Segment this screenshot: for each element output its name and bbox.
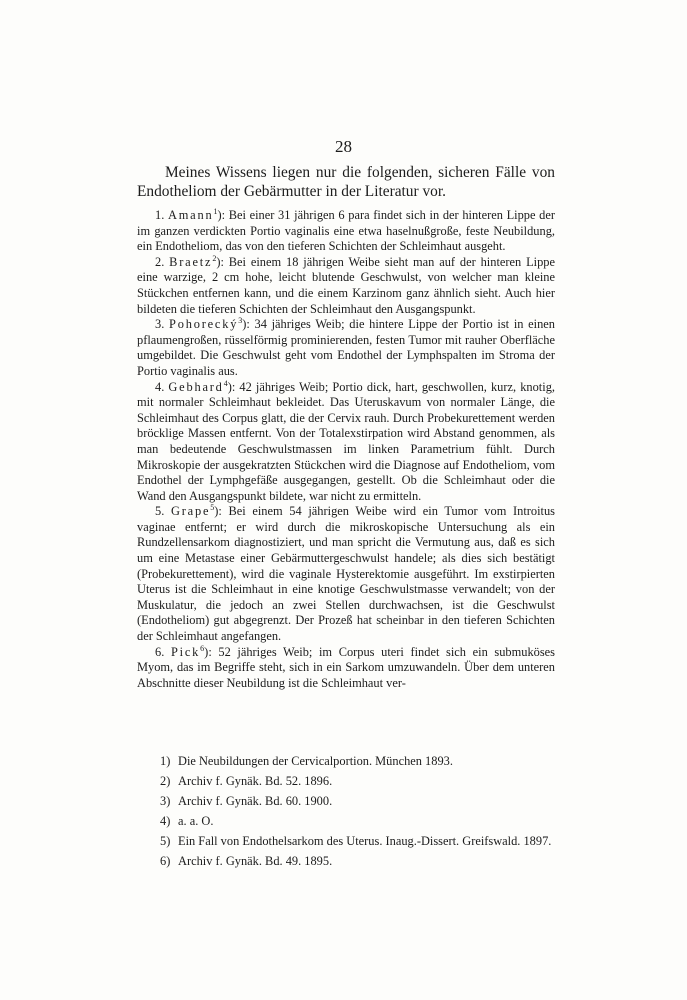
- author-name: Amann: [167, 208, 214, 222]
- footnote-text: Archiv f. Gynäk. Bd. 60. 1900.: [178, 794, 333, 808]
- footnote-number: 1): [160, 754, 171, 768]
- footnote-item: [160, 774, 556, 790]
- case-paragraph-1: 1. Amann$^1$): Bei einer 31 jährigen 6 para findet sich in der hinteren Lippe der im ganzen verdickten Portio vaginalis eine etwa haselnußgroße, feste Neubildung, ein Endotheliom, das von den tieferen Schichten der Schleimhaut ausgeht.: [137, 206, 555, 254]
- footnote-number: 5): [160, 834, 171, 848]
- footnote-ref: 6: [200, 643, 205, 653]
- footnote-item: [160, 854, 556, 870]
- footnote-item: [160, 754, 556, 770]
- main-text: [137, 163, 555, 691]
- footnote-number: 2): [160, 774, 171, 788]
- footnotes: [160, 754, 556, 874]
- footnote-text: Ein Fall von Endothelsarkom des Uterus. Inaug.-Dissert. Greifswald. 1897.: [178, 834, 552, 848]
- footnote-text: Archiv f. Gynäk. Bd. 49. 1895.: [178, 854, 333, 868]
- author-name: Pohorecký: [169, 317, 239, 332]
- intro-paragraph: Meines Wissens liegen nur die folgenden, sicheren Fälle von Endotheliom der Gebärmutter in der Literatur vor.: [137, 164, 555, 200]
- author-name: Pick: [170, 644, 201, 659]
- case-paragraph-3: 3. Pohorecký$^3$): 34 jähriges Weib; die hintere Lippe der Portio ist in einen pflaumengroßen, rüsselförmig prominierenden, festen Tumor mit rauher Oberfläche umgebildet. Die Geschwulst geht vom Endothel der Lymphspalten im Stroma der Portio vaginalis aus.: [137, 316, 555, 378]
- footnote-ref: 2: [212, 253, 217, 263]
- author-name: Braetz: [169, 254, 213, 269]
- footnote-item: [160, 834, 556, 850]
- case-paragraph-5: 5. Grape$^5$): Bei einem 54 jährigen Weibe wird ein Tumor vom Introitus vaginae entfernt; er wird durch die mikroskopische Untersuchung als ein Rundzellensarkom diagnostiziert, und man spricht die Vermutung aus, daß es sich um eine Metastase einer Gebärmuttergeschwulst handele; als dies sich bestätigt (Probekurettement), wird die vaginale Hysterektomie ausgeführt. Im exstirpierten Uterus ist die Schleimhaut in eine knotige Geschwulstmasse verwandelt; von der Muskulatur, die jedoch an zwei Stellen durchwachsen, ist die Geschwulst (Endotheliom) gut abgegrenzt. Der Prozeß hat scheinbar in den tieferen Schichten der Schleimhaut angefangen.: [137, 503, 555, 644]
- footnote-item: [160, 794, 556, 810]
- case-paragraph-6: 6. Pick$^6$): 52 jähriges Weib; im Corpus uteri findet sich ein submuköses Myom, das im Begriffe steht, sich in ein Sarkom umzuwandeln. Über dem unteren Abschnitte dieser Neubildung ist die Schleimhaut ver-: [137, 643, 555, 690]
- case-paragraph-4: 4. Gebhard$^4$): 42 jähriges Weib; Portio dick, hart, geschwollen, kurz, knotig, mit normaler Schleimhaut bekleidet. Das Uteruskavum von normaler Länge, die Schleimhaut des Corpus glatt, die der Cervix rauh. Durch Probekurettement werden bröcklige Massen entfernt. Von der Totalexstirpation wird Abstand genommen, als man bedeutende Geschwulstmassen im linken Parametrium fühlt. Durch Mikroskopie der ausgekratzten Stückchen wird die Diagnose auf Endotheliom, vom Endothel der Lymphgefäße ausgegangen, gestellt. Ob die Schleimhaut oder die Wand den Ausgangspunkt bildete, war nicht zu ermitteln.: [137, 378, 555, 503]
- footnote-number: 3): [160, 794, 171, 808]
- footnote-item: [160, 814, 556, 830]
- page-number: 28: [335, 137, 352, 156]
- case-paragraph-2: 2. Braetz$^2$): Bei einem 18 jährigen Weibe sieht man auf der hinteren Lippe eine warzige, 2 cm hohe, leicht blutende Geschwulst, von welcher man kleine Stückchen entfernen kann, und die einem Karzinom ganz ähnlich sieht. Auch hier bildeten die tieferen Schichten der Schleimhaut den Ausgangspunkt.: [137, 253, 555, 316]
- footnote-ref: 3: [238, 316, 243, 326]
- footnote-text: Die Neubildungen der Cervicalportion. München 1893.: [178, 754, 453, 768]
- author-name: Gebhard: [168, 379, 224, 394]
- footnote-text: Archiv f. Gynäk. Bd. 52. 1896.: [178, 774, 333, 788]
- footnote-ref: 5: [210, 503, 215, 513]
- footnote-ref: 4: [223, 378, 228, 388]
- footnote-text: a. a. O.: [178, 814, 214, 828]
- author-name: Grape: [170, 504, 211, 519]
- footnote-ref: 1: [213, 206, 218, 216]
- footnote-number: 6): [160, 854, 171, 868]
- footnote-number: 4): [160, 814, 171, 828]
